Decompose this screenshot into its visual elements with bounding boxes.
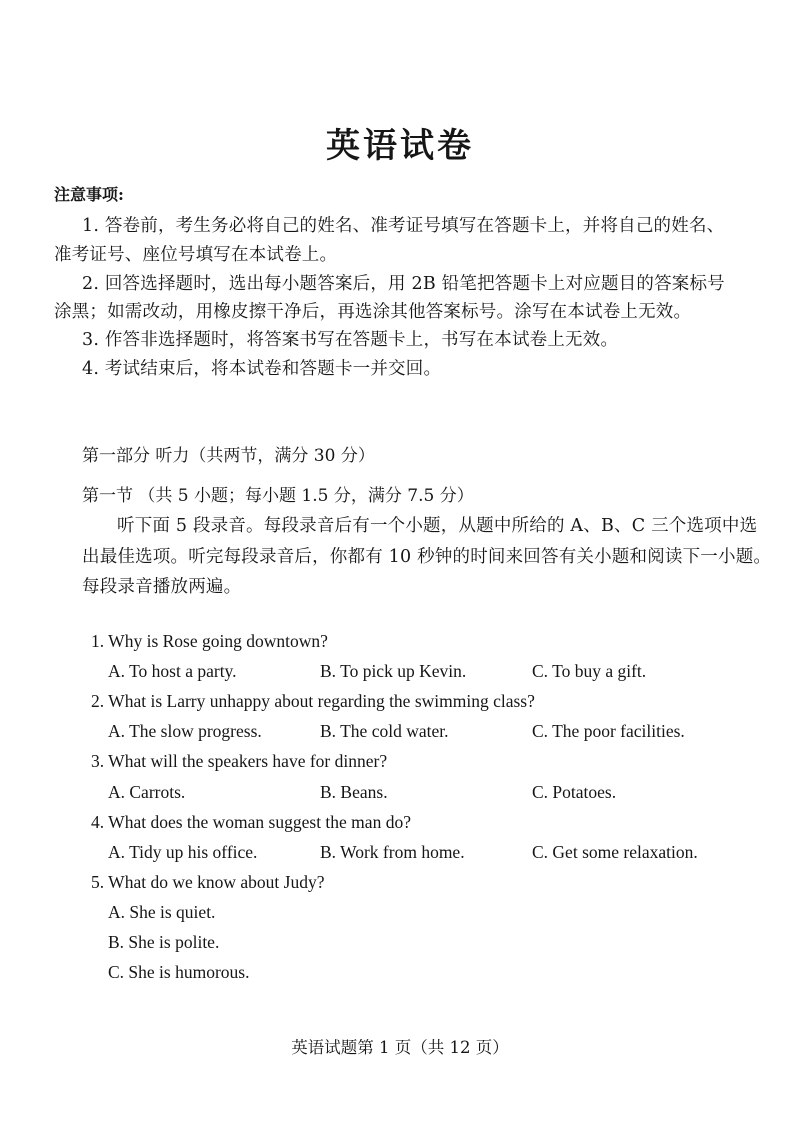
- notice-line: 2. 回答选择题时，选出每小题答案后，用 2B 铅笔把答题卡上对应题目的答案标号: [82, 274, 725, 294]
- option-c: C. Get some relaxation.: [532, 842, 698, 862]
- section-instruction: 听下面 5 段录音。每段录音后有一个小题，从题中所给的 A、B、C 三个选项中选: [117, 516, 758, 536]
- option-c: C. Potatoes.: [532, 782, 617, 802]
- notice-line: 准考证号、座位号填写在本试卷上。: [54, 245, 338, 265]
- option-b: B. Beans.: [320, 782, 388, 802]
- question-stem: 2. What is Larry unhappy about regarding the swimming class?: [91, 691, 535, 711]
- question-stem: 5. What do we know about Judy?: [91, 872, 325, 892]
- question-stem: 3. What will the speakers have for dinner?: [91, 751, 388, 771]
- option-c: C. She is humorous.: [108, 962, 250, 982]
- option-a: A. The slow progress.: [108, 721, 262, 741]
- notice-line: 4. 考试结束后，将本试卷和答题卡一并交回。: [82, 359, 442, 379]
- option-c: C. To buy a gift.: [532, 661, 647, 681]
- notice-line: 涂黑；如需改动，用橡皮擦干净后，再选涂其他答案标号。涂写在本试卷上无效。: [54, 302, 692, 322]
- section-heading: 第一节 （共 5 小题；每小题 1.5 分，满分 7.5 分）: [82, 486, 474, 506]
- notice-line: 3. 作答非选择题时，将答案书写在答题卡上，书写在本试卷上无效。: [82, 330, 619, 350]
- question-stem: 4. What does the woman suggest the man do?: [91, 812, 411, 832]
- option-a: A. She is quiet.: [108, 902, 216, 922]
- notice-line: 1. 答卷前，考生务必将自己的姓名、准考证号填写在答题卡上，并将自己的姓名、: [82, 216, 725, 236]
- section-instruction: 出最佳选项。听完每段录音后，你都有 10 秒钟的时间来回答有关小题和阅读下一小题。: [82, 547, 772, 567]
- option-a: A. Carrots.: [108, 782, 186, 802]
- notice-heading: 注意事项:: [54, 185, 124, 204]
- option-b: B. To pick up Kevin.: [320, 661, 467, 681]
- page-footer: 英语试题第 1 页（共 12 页）: [291, 1038, 509, 1057]
- option-a: A. Tidy up his office.: [108, 842, 258, 862]
- question-stem: 1. Why is Rose going downtown?: [91, 631, 328, 651]
- option-b: B. Work from home.: [320, 842, 465, 862]
- option-c: C. The poor facilities.: [532, 721, 685, 741]
- option-b: B. She is polite.: [108, 932, 220, 952]
- exam-title: 英语试卷: [326, 126, 474, 166]
- section-instruction: 每段录音播放两遍。: [82, 577, 242, 597]
- option-b: B. The cold water.: [320, 721, 449, 741]
- option-a: A. To host a party.: [108, 661, 237, 681]
- part-heading: 第一部分 听力（共两节，满分 30 分）: [82, 446, 375, 466]
